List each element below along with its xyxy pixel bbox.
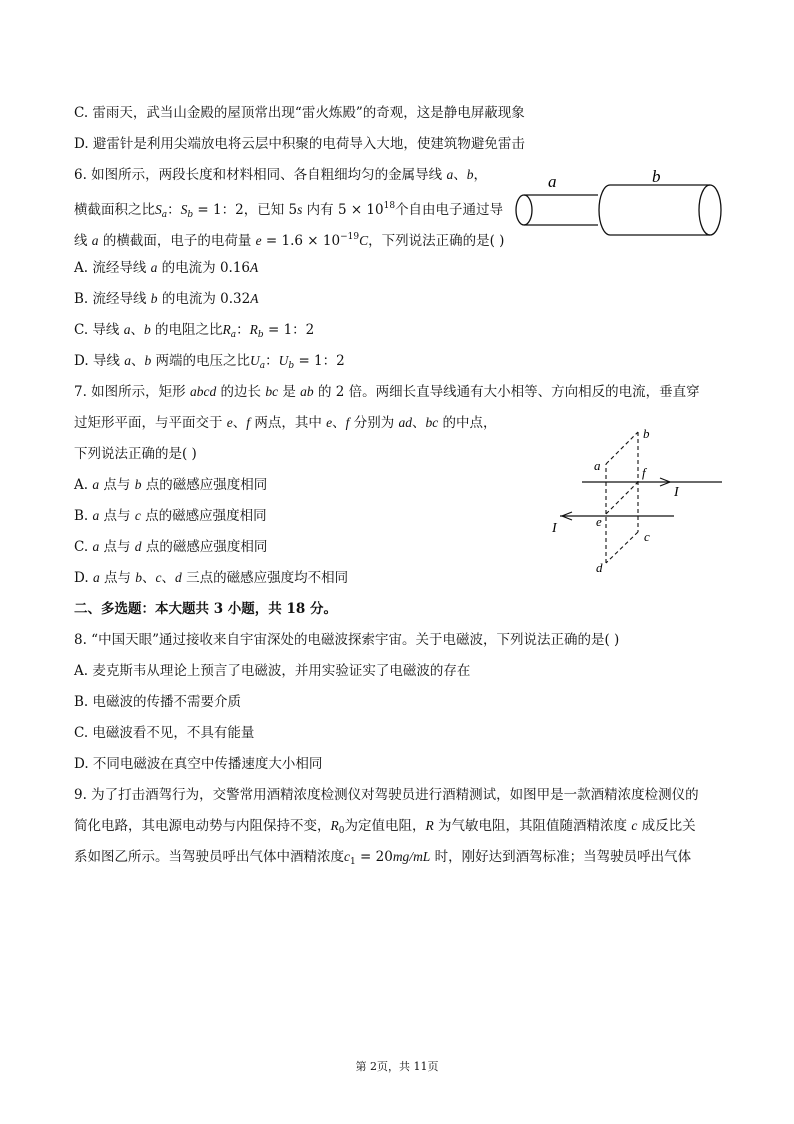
rectangle-abcd [606, 432, 638, 563]
q9-stem-line1: 9. 为了打击酒驾行为，交警常用酒精浓度检测仪对驾驶员进行酒精测试，如图甲是一款酒精浓度检测仪的 [74, 787, 699, 803]
q6-stem-line2: 横截面积之比$S_a$：$S_b = 1$：2，已知 5s 内有 $5 \times 10^{18}$个自由电子通过导 [74, 201, 504, 220]
q6-option-a: A. 流经导线 a 的电流为 0.16A [74, 260, 259, 276]
point-label-c: c [644, 529, 650, 544]
section-heading-multiple-choice: 二、多选题：本大题共 3 小题，共 18 分。 [74, 601, 337, 617]
point-label-d: d [596, 560, 603, 575]
q7-option-d: D. a 点与 b、c、d 三点的磁感应强度均不相同 [74, 570, 349, 586]
q6-option-c: C. 导线 a、b 的电阻之比$R_a$：$R_b = 1$：2 [74, 322, 315, 340]
q7-option-c: C. a 点与 d 点的磁感应强度相同 [74, 539, 268, 555]
q6-option-d: D. 导线 a、b 两端的电压之比$U_a$：$U_b = 1$：2 [74, 353, 345, 371]
q6-stem-line1: 6. 如图所示，两段长度和材料相同、各自粗细均匀的金属导线 a、b， [74, 167, 487, 183]
current-label-left: I [552, 521, 557, 536]
point-label-a: a [594, 458, 601, 473]
q9-stem-line2: 简化电路，其电源电动势与内阻保持不变，$R_0$为定值电阻，R 为气敏电阻，其阻值随酒精浓度 c 成反比关 [74, 818, 696, 836]
q6-stem-line3: 线 a 的横截面，电子的电荷量 $e = 1.6 \times 10^{-19}C$，下列说法正确的是( ) [74, 232, 505, 249]
wire-label-b: b [652, 167, 661, 186]
q8-option-b: B. 电磁波的传播不需要介质 [74, 694, 242, 710]
q5-option-c: C. 雷雨天，武当山金殿的屋顶常出现“雷火炼殿”的奇观，这是静电屏蔽现象 [74, 105, 525, 121]
current-label-right: I [674, 485, 679, 500]
q7-stem-line2: 过矩形平面，与平面交于 e、f 两点，其中 e、f 分别为 ad、bc 的中点， [74, 415, 497, 431]
wire-label-a: a [548, 172, 557, 191]
q8-option-a: A. 麦克斯韦从理论上预言了电磁波，并用实验证实了电磁波的存在 [74, 663, 471, 679]
wire-through-f [582, 478, 722, 486]
point-label-e: e [596, 514, 602, 529]
q9-stem-line3: 系如图乙所示。当驾驶员呼出气体中酒精浓度$c_1 = 20mg/mL$ 时，刚好达到酒驾标准；当驾驶员呼出气体 [74, 849, 692, 867]
q8-option-d: D. 不同电磁波在真空中传播速度大小相同 [74, 756, 323, 772]
wire-a [516, 195, 598, 225]
q8-option-c: C. 电磁波看不见，不具有能量 [74, 725, 255, 741]
q7-stem-line3: 下列说法正确的是( ) [74, 446, 197, 462]
q6-option-b: B. 流经导线 b 的电流为 0.32A [74, 291, 259, 307]
point-label-f: f [642, 465, 646, 480]
page-footer: 第 2页，共 11页 [355, 1060, 439, 1073]
q6-wire-figure [508, 162, 728, 240]
q7-option-a: A. a 点与 b 点的磁感应强度相同 [74, 477, 268, 493]
wire-b [599, 185, 721, 235]
q7-rectangle-figure [530, 420, 730, 580]
q5-option-d: D. 避雷针是利用尖端放电将云层中积聚的电荷导入大地，使建筑物避免雷击 [74, 136, 525, 152]
q7-stem-line1: 7. 如图所示，矩形 abcd 的边长 bc 是 ab 的 2 倍。两细长直导线通有大小相等、方向相反的电流，垂直穿 [74, 384, 700, 400]
q7-option-b: B. a 点与 c 点的磁感应强度相同 [74, 508, 267, 524]
point-label-b: b [643, 426, 650, 441]
wire-through-e [560, 512, 674, 520]
q8-stem: 8. “中国天眼”通过接收来自宇宙深处的电磁波探索宇宙。关于电磁波，下列说法正确的是( ) [74, 632, 620, 648]
